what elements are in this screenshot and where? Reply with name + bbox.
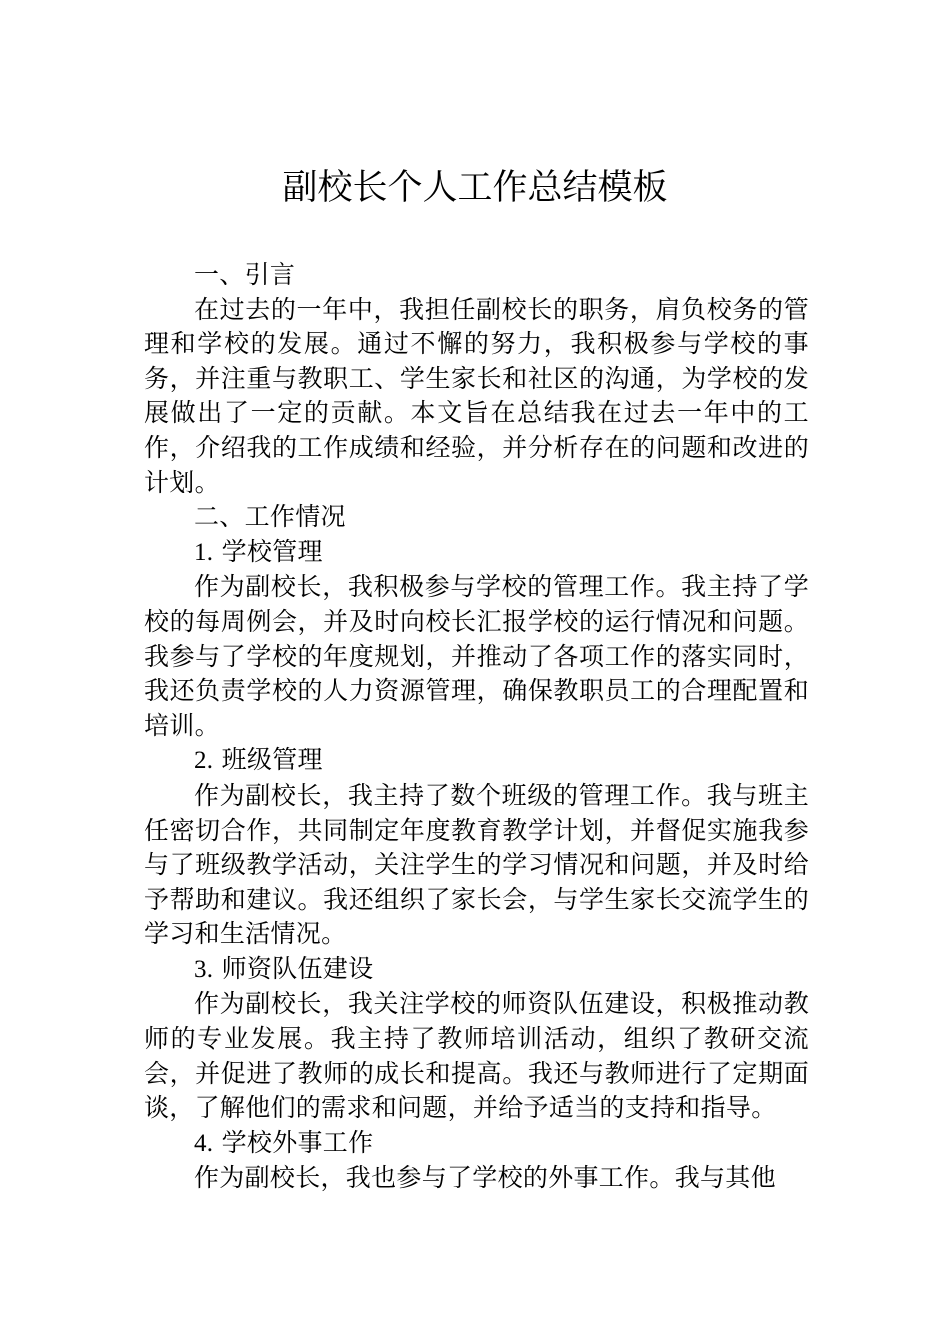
subsection-number: 2. bbox=[194, 747, 214, 775]
subsection-label: 学校管理 bbox=[221, 536, 323, 566]
subsection-number: 3. bbox=[194, 955, 214, 983]
subsection-number: 1. bbox=[194, 538, 214, 566]
subsection-heading-class-management bbox=[144, 743, 809, 779]
teacher-team-paragraph: 作为副校长，我关注学校的师资队伍建设，积极推动教师的专业发展。我主持了教师培训活动，组织了教研交流会，并促进了教师的成长和提高。我还与教师进行了定期面谈，了解他们的需求和问题，并给予适当的支持和指导。 bbox=[144, 989, 809, 1123]
class-management-paragraph: 作为副校长，我主持了数个班级的管理工作。我与班主任密切合作，共同制定年度教育教学计划，并督促实施我参与了班级教学活动，关注学生的学习情况和问题，并及时给予帮助和建议。我还组织了家长会，与学生家长交流学生的学习和生活情况。 bbox=[144, 780, 809, 949]
subsection-heading-teacher-team bbox=[144, 952, 809, 988]
intro-paragraph: 在过去的一年中，我担任副校长的职务，肩负校务的管理和学校的发展。通过不懈的努力，我积极参与学校的事务，并注重与教职工、学生家长和社区的沟通，为学校的发展做出了一定的贡献。本文旨在总结我在过去一年中的工作，介绍我的工作成绩和经验，并分析存在的问题和改进的计划。 bbox=[144, 294, 809, 497]
subsection-label: 师资队伍建设 bbox=[221, 953, 374, 983]
subsection-number: 4. bbox=[194, 1129, 214, 1157]
subsection-label: 学校外事工作 bbox=[221, 1127, 374, 1157]
document-title: 副校长个人工作总结模板 bbox=[282, 168, 668, 208]
document-body bbox=[144, 258, 809, 1196]
external-affairs-paragraph: 作为副校长，我也参与了学校的外事工作。我与其他 bbox=[194, 1163, 776, 1193]
school-management-paragraph: 作为副校长，我积极参与学校的管理工作。我主持了学校的每周例会，并及时向校长汇报学校的运行情况和问题。我参与了学校的年度规划，并推动了各项工作的落实同时，我还负责学校的人力资源管理，确保教职员工的合理配置和培训。 bbox=[144, 572, 809, 740]
section-heading-intro: 一、引言 bbox=[194, 260, 296, 289]
section-heading-work: 二、工作情况 bbox=[194, 502, 346, 532]
subsection-heading-school-management bbox=[144, 535, 809, 571]
subsection-heading-external-affairs bbox=[144, 1126, 809, 1162]
subsection-label: 班级管理 bbox=[221, 745, 323, 775]
